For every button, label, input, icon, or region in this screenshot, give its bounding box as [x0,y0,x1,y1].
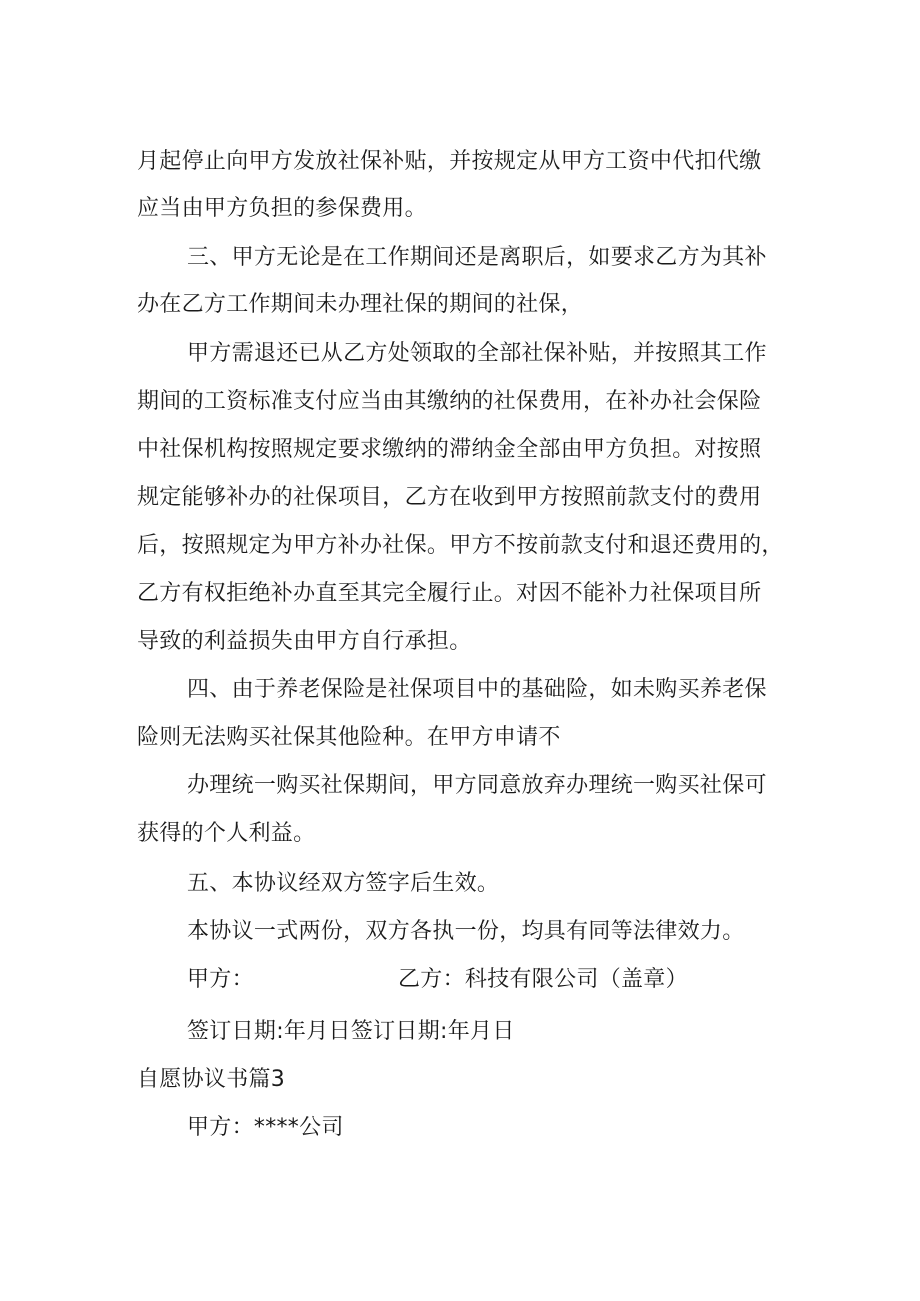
text-line: 险则无法购买社保其他险种。在甲方申请不 [137,725,561,750]
party-a-company: 甲方：****公司 [187,1115,344,1140]
text-line: 办在乙方工作期间未办理社保的期间的社保， [137,292,584,317]
text-line: 四、由于养老保险是社保项目中的基础险，如未购买养老保 [187,677,767,702]
text-line: 应当由甲方负担的参保费用。 [137,196,427,221]
text-line: 月起停止向甲方发放社保补贴，并按规定从甲方工资中代扣代缴 [137,149,762,174]
text-line: 规定能够补办的社保项目，乙方在收到甲方按照前款支付的费用 [137,485,762,510]
text-line: 五、本协议经双方签字后生效。 [187,871,500,896]
text-line: 办理统一购买社保期间，甲方同意放弃办理统一购买社保可 [187,773,767,798]
signature-party-b: 乙方：科技有限公司（盖章） [398,967,688,992]
text-line: 期间的工资标准支付应当由其缴纳的社保费用，在补办社会保险 [137,389,762,414]
sign-date: 签订日期:年月日签订日期:年月日 [187,1019,515,1044]
signature-party-a: 甲方： [187,967,254,992]
text-line: 中社保机构按照规定要求缴纳的滞纳金全部由甲方负担。对按照 [137,437,762,462]
text-line: 获得的个人利益。 [137,821,316,846]
section-title: 自愿协议书篇3 [137,1067,286,1092]
text-line: 本协议一式两份，双方各执一份，均具有同等法律效力。 [187,919,745,944]
signature-row [187,965,787,995]
text-line: 甲方需退还已从乙方处领取的全部社保补贴，并按照其工作 [187,341,767,366]
text-line: 导致的利益损失由甲方自行承担。 [137,629,472,654]
text-line: 三、甲方无论是在工作期间还是离职后，如要求乙方为其补 [187,245,767,270]
text-line: 乙方有权拒绝补办直至其完全履行止。对因不能补力社保项目所 [137,581,762,606]
text-line: 后，按照规定为甲方补办社保。甲方不按前款支付和退还费用的， [137,533,784,558]
